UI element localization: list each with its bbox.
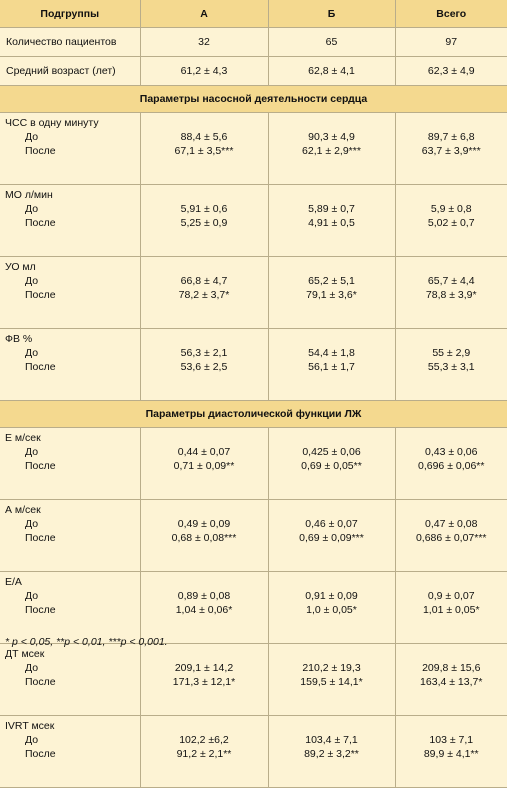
value-after: 5,25 ± 0,9 — [141, 216, 268, 230]
value-after: 163,4 ± 13,7* — [396, 675, 507, 689]
cell-total — [395, 572, 507, 644]
header-total: Всего — [395, 0, 507, 28]
cell-b — [268, 428, 395, 500]
parameter-title: А м/сек — [5, 504, 41, 516]
value-after: 0,71 ± 0,09** — [141, 459, 268, 473]
row-label: Количество пациентов — [0, 28, 140, 57]
value-after: 0,68 ± 0,08*** — [141, 531, 268, 545]
before-label: До — [5, 445, 140, 459]
cell-a — [140, 113, 268, 185]
value-after: 0,69 ± 0,09*** — [269, 531, 395, 545]
cell-a: 32 — [140, 28, 268, 57]
section-header-pump-function — [0, 86, 507, 113]
value-before: 65,2 ± 5,1 — [269, 274, 395, 288]
before-label: До — [5, 346, 140, 360]
parameter-label-cell — [0, 500, 140, 572]
cell-total — [395, 185, 507, 257]
value-after: 89,2 ± 3,2** — [269, 747, 395, 761]
table-row-mean-age — [0, 57, 507, 86]
cell-b — [268, 716, 395, 788]
value-before: 56,3 ± 2,1 — [141, 346, 268, 360]
cell-b — [268, 185, 395, 257]
value-before: 0,89 ± 0,08 — [141, 589, 268, 603]
cell-total — [395, 500, 507, 572]
value-before: 210,2 ± 19,3 — [269, 661, 395, 675]
value-before: 0,43 ± 0,06 — [396, 445, 507, 459]
section-header-diastolic-function — [0, 401, 507, 428]
value-before: 0,49 ± 0,09 — [141, 517, 268, 531]
before-label: До — [5, 517, 140, 531]
value-after: 62,1 ± 2,9*** — [269, 144, 395, 158]
header-group-a: А — [140, 0, 268, 28]
cell-a: 61,2 ± 4,3 — [140, 57, 268, 86]
cell-total — [395, 113, 507, 185]
value-after: 0,696 ± 0,06** — [396, 459, 507, 473]
cell-a — [140, 500, 268, 572]
value-before: 88,4 ± 5,6 — [141, 130, 268, 144]
value-before: 209,1 ± 14,2 — [141, 661, 268, 675]
parameter-title: УО мл — [5, 261, 36, 273]
after-label: После — [5, 288, 140, 302]
cell-total: 97 — [395, 28, 507, 57]
value-before: 0,47 ± 0,08 — [396, 517, 507, 531]
value-after: 53,6 ± 2,5 — [141, 360, 268, 374]
after-label: После — [5, 360, 140, 374]
table-header-row — [0, 0, 507, 28]
before-label: До — [5, 589, 140, 603]
cell-total — [395, 329, 507, 401]
cell-total — [395, 428, 507, 500]
value-after: 55,3 ± 3,1 — [396, 360, 507, 374]
cell-a — [140, 716, 268, 788]
table-row-parameter — [0, 572, 507, 644]
value-before: 5,91 ± 0,6 — [141, 202, 268, 216]
cell-total — [395, 644, 507, 716]
footnote: * p < 0,05, **p < 0,01, ***p < 0,001. — [5, 636, 168, 648]
after-label: После — [5, 675, 140, 689]
value-after: 4,91 ± 0,5 — [269, 216, 395, 230]
value-before: 103,4 ± 7,1 — [269, 733, 395, 747]
value-after: 78,8 ± 3,9* — [396, 288, 507, 302]
header-subgroups: Подгруппы — [0, 0, 140, 28]
value-after: 5,02 ± 0,7 — [396, 216, 507, 230]
value-before: 66,8 ± 4,7 — [141, 274, 268, 288]
after-label: После — [5, 603, 140, 617]
table-row-parameter — [0, 644, 507, 716]
before-label: До — [5, 130, 140, 144]
value-before: 0,46 ± 0,07 — [269, 517, 395, 531]
table-row-parameter — [0, 113, 507, 185]
value-before: 55 ± 2,9 — [396, 346, 507, 360]
cell-b — [268, 257, 395, 329]
cell-total: 62,3 ± 4,9 — [395, 57, 507, 86]
cell-b: 65 — [268, 28, 395, 57]
cell-total — [395, 257, 507, 329]
value-before: 103 ± 7,1 — [396, 733, 507, 747]
parameter-title: МО л/мин — [5, 189, 53, 201]
after-label: После — [5, 144, 140, 158]
after-label: После — [5, 531, 140, 545]
section-title: Параметры насосной деятельности сердца — [0, 86, 507, 113]
parameter-label-cell — [0, 185, 140, 257]
parameter-title: ДТ мсек — [5, 648, 44, 660]
cell-a — [140, 257, 268, 329]
parameter-title: IVRT мсек — [5, 720, 54, 732]
cell-a — [140, 329, 268, 401]
value-before: 0,425 ± 0,06 — [269, 445, 395, 459]
section-title: Параметры диастолической функции ЛЖ — [0, 401, 507, 428]
value-after: 171,3 ± 12,1* — [141, 675, 268, 689]
value-after: 63,7 ± 3,9*** — [396, 144, 507, 158]
parameter-label-cell — [0, 428, 140, 500]
value-before: 54,4 ± 1,8 — [269, 346, 395, 360]
value-before: 89,7 ± 6,8 — [396, 130, 507, 144]
cell-a — [140, 644, 268, 716]
cell-a — [140, 572, 268, 644]
cell-b — [268, 329, 395, 401]
parameter-label-cell — [0, 257, 140, 329]
cell-b — [268, 113, 395, 185]
value-after: 56,1 ± 1,7 — [269, 360, 395, 374]
value-after: 1,0 ± 0,05* — [269, 603, 395, 617]
value-before: 90,3 ± 4,9 — [269, 130, 395, 144]
value-after: 79,1 ± 3,6* — [269, 288, 395, 302]
value-before: 0,9 ± 0,07 — [396, 589, 507, 603]
value-before: 0,44 ± 0,07 — [141, 445, 268, 459]
parameter-label-cell — [0, 329, 140, 401]
table-row-parameter — [0, 500, 507, 572]
value-before: 5,9 ± 0,8 — [396, 202, 507, 216]
table-row-parameter — [0, 185, 507, 257]
parameter-label-cell — [0, 716, 140, 788]
value-before: 209,8 ± 15,6 — [396, 661, 507, 675]
value-before: 65,7 ± 4,4 — [396, 274, 507, 288]
before-label: До — [5, 661, 140, 675]
value-after: 89,9 ± 4,1** — [396, 747, 507, 761]
value-after: 67,1 ± 3,5*** — [141, 144, 268, 158]
parameter-label-cell — [0, 644, 140, 716]
before-label: До — [5, 202, 140, 216]
table-row-parameter — [0, 329, 507, 401]
cell-a — [140, 185, 268, 257]
cell-b: 62,8 ± 4,1 — [268, 57, 395, 86]
row-label: Средний возраст (лет) — [0, 57, 140, 86]
parameter-title: Е/А — [5, 576, 22, 588]
cell-total — [395, 716, 507, 788]
parameter-label-cell — [0, 113, 140, 185]
value-after: 1,01 ± 0,05* — [396, 603, 507, 617]
table-row-parameter — [0, 257, 507, 329]
value-after: 159,5 ± 14,1* — [269, 675, 395, 689]
value-after: 1,04 ± 0,06* — [141, 603, 268, 617]
after-label: После — [5, 459, 140, 473]
parameter-title: Е м/сек — [5, 432, 41, 444]
table-row-parameter — [0, 716, 507, 788]
cell-b — [268, 500, 395, 572]
cell-a — [140, 428, 268, 500]
before-label: До — [5, 274, 140, 288]
value-before: 0,91 ± 0,09 — [269, 589, 395, 603]
before-label: До — [5, 733, 140, 747]
cell-b — [268, 644, 395, 716]
table-row-patient-count — [0, 28, 507, 57]
value-after: 91,2 ± 2,1** — [141, 747, 268, 761]
parameter-title: ФВ % — [5, 333, 32, 345]
value-after: 0,686 ± 0,07*** — [396, 531, 507, 545]
value-after: 78,2 ± 3,7* — [141, 288, 268, 302]
table-row-parameter — [0, 428, 507, 500]
header-group-b: Б — [268, 0, 395, 28]
parameter-label-cell — [0, 572, 140, 644]
after-label: После — [5, 747, 140, 761]
value-before: 5,89 ± 0,7 — [269, 202, 395, 216]
after-label: После — [5, 216, 140, 230]
cell-b — [268, 572, 395, 644]
parameter-title: ЧСС в одну минуту — [5, 117, 99, 129]
value-before: 102,2 ±6,2 — [141, 733, 268, 747]
value-after: 0,69 ± 0,05** — [269, 459, 395, 473]
